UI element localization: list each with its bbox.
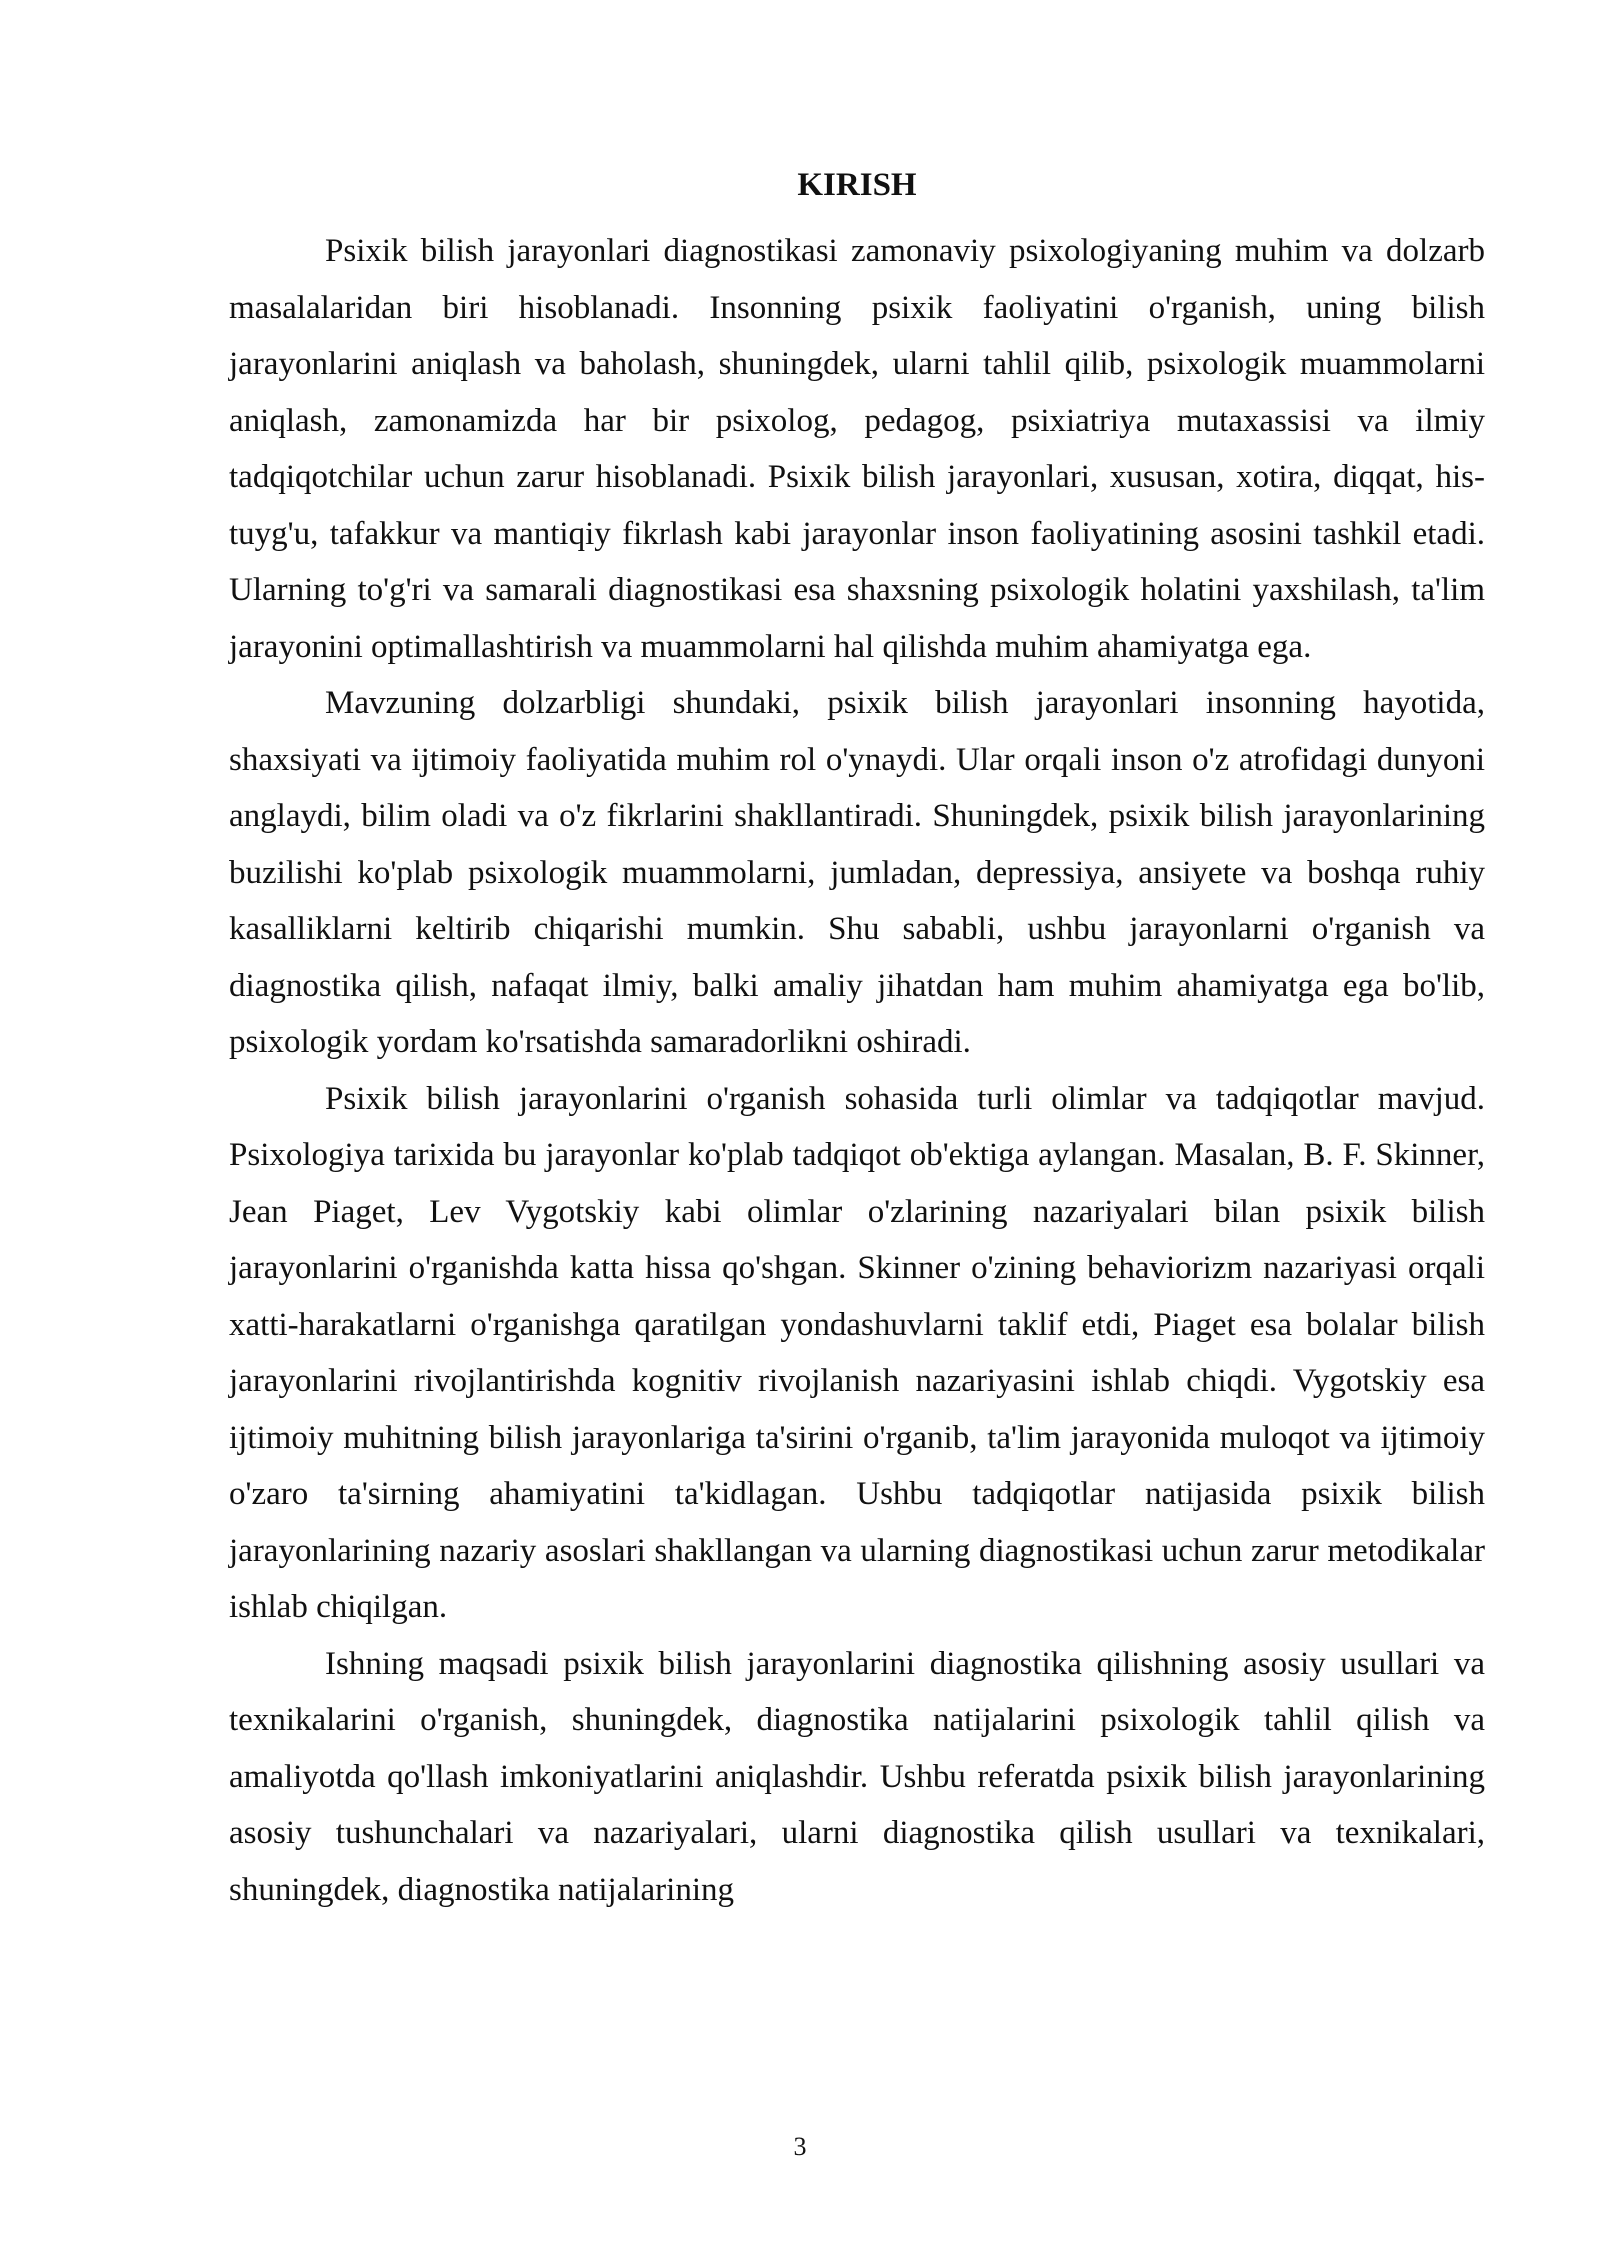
page-body — [229, 165, 1485, 1918]
paragraph-relevance: Mavzuning dolzarbligi shundaki, psixik bilish jarayonlari insonning hayotida, shaxsiyati va ijtimoiy faoliyatida muhim rol o'ynaydi. Ular orqali inson o'z atrofidagi dunyoni anglaydi, bilim oladi va o'z fikrlarini shakllantiradi. Shuningdek, psixik bilish jarayonlarining buzilishi ko'plab psixologik muammolarni, jumladan, depressiya, ansiyete va boshqa ruhiy kasalliklarni keltirib chiqarishi mumkin. Shu sababli, ushbu jarayonlarni o'rganish va diagnostika qilish, nafaqat ilmiy, balki amaliy jihatdan ham muhim ahamiyatga ega bo'lib, psixologik yordam ko'rsatishda samaradorlikni oshiradi. — [229, 685, 1485, 1060]
page-number: 3 — [793, 2132, 807, 2161]
paragraph-objective: Ishning maqsadi psixik bilish jarayonlarini diagnostika qilishning asosiy usullari va texnikalarini o'rganish, shuningdek, diagnostika natijalarini psixologik tahlil qilish va amaliyotda qo'llash imkoniyatlarini aniqlashdir. Ushbu referatda psixik bilish jarayonlarining asosiy tushunchalari va nazariyalari, ularni diagnostika qilish usullari va texnikalari, shuningdek, diagnostika natijalarining — [229, 1645, 1485, 1908]
section-title: KIRISH — [797, 167, 917, 203]
paragraph-research-review: Psixik bilish jarayonlarini o'rganish sohasida turli olimlar va tadqiqotlar mavjud. Psixologiya tarixida bu jarayonlar ko'plab tadqiqot ob'ektiga aylangan. Masalan, B. F. Skinner, Jean Piaget, Lev Vygotskiy kabi olimlar o'zlarining nazariyalari bilan psixik bilish jarayonlarini o'rganishda katta hissa qo'shgan. Skinner o'zining behaviorizm nazariyasi orqali xatti-harakatlarni o'rganishga qaratilgan yondashuvlarni taklif etdi, Piaget esa bolalar bilish jarayonlarini rivojlantirishda kognitiv rivojlanish nazariyasini ishlab chiqdi. Vygotskiy esa ijtimoiy muhitning bilish jarayonlariga ta'sirini o'rganib, ta'lim jarayonida muloqot va ijtimoiy o'zaro ta'sirning ahamiyatini ta'kidlagan. Ushbu tadqiqotlar natijasida psixik bilish jarayonlarining nazariy asoslari shakllangan va ularning diagnostikasi uchun zarur metodikalar ishlab chiqilgan. — [229, 1080, 1485, 1625]
paragraph-introduction: Psixik bilish jarayonlari diagnostikasi zamonaviy psixologiyaning muhim va dolzarb masalalaridan biri hisoblanadi. Insonning psixik faoliyatini o'rganish, uning bilish jarayonlarini aniqlash va baholash, shuningdek, ularni tahlil qilib, psixologik muammolarni aniqlash, zamonamizda har bir psixolog, pedagog, psixiatriya mutaxassisi va ilmiy tadqiqotchilar uchun zarur hisoblanadi. Psixik bilish jarayonlari, xususan, xotira, diqqat, his-tuyg'u, tafakkur va mantiqiy fikrlash kabi jarayonlar inson faoliyatining asosini tashkil etadi. Ularning to'g'ri va samarali diagnostikasi esa shaxsning psixologik holatini yaxshilash, ta'lim jarayonini optimallashtirish va muammolarni hal qilishda muhim ahamiyatga ega. — [229, 233, 1485, 665]
